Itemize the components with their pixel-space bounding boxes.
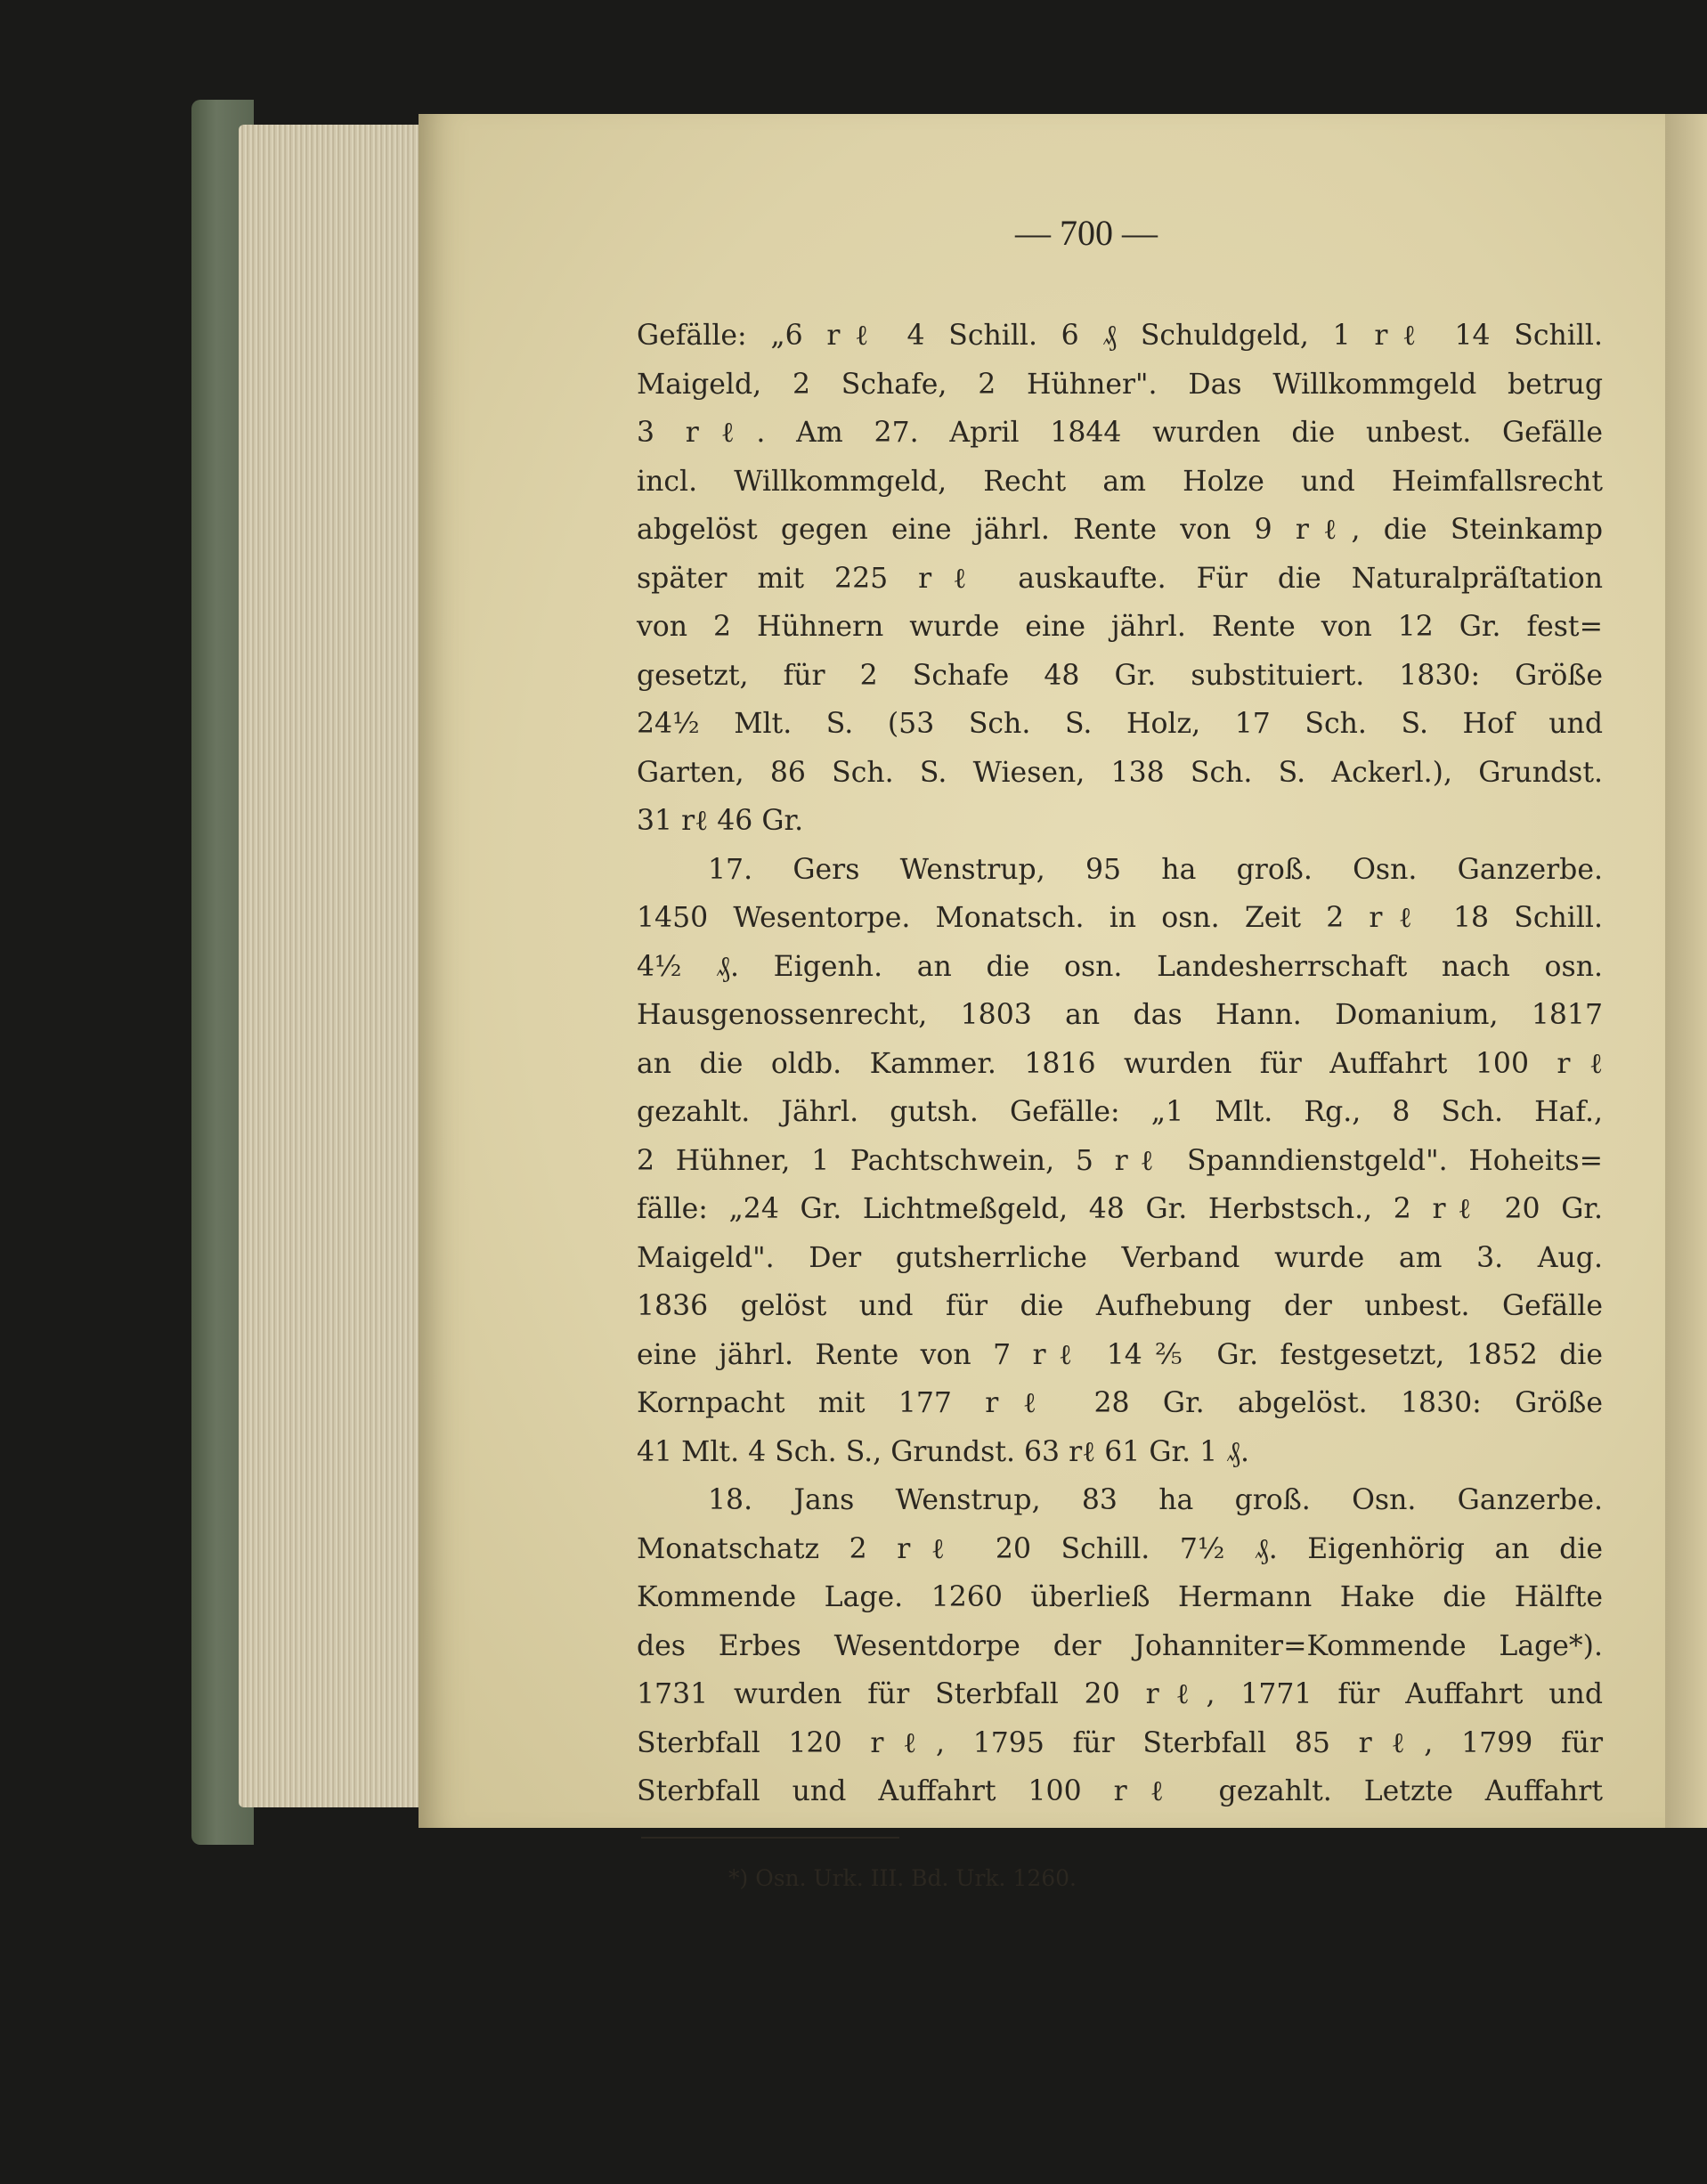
text-line: 1731 wurden für Sterbfall 20 rℓ, 1771 für Auffahrt und (637, 1678, 1603, 1710)
text-line: 4½ ₰. Eigenh. an die osn. Landesherrschaft nach osn. (637, 950, 1603, 983)
text-line: Hausgenossenrecht, 1803 an das Hann. Domanium, 1817 (637, 999, 1603, 1031)
text-line: Garten, 86 Sch. S. Wiesen, 138 Sch. S. Ackerl.), Grundst. (637, 756, 1603, 789)
facing-page-edge (1665, 114, 1707, 1828)
text-line: 2 Hühner, 1 Pachtschwein, 5 rℓ Spanndienstgeld". Hoheits= (637, 1144, 1603, 1177)
text-line: Kommende Lage. 1260 überließ Hermann Hake die Hälfte (637, 1581, 1603, 1613)
text-line: gesetzt, für 2 Schafe 48 Gr. substituiert. 1830: Größe (637, 659, 1603, 692)
text-line: abgelöst gegen eine jährl. Rente von 9 rℓ, die Steinkamp (637, 514, 1603, 546)
text-line: 24½ Mlt. S. (53 Sch. S. Holz, 17 Sch. S. Hof und (637, 708, 1603, 740)
text-line: Kornpacht mit 177 rℓ 28 Gr. abgelöst. 1830: Größe (637, 1387, 1603, 1419)
body-text (637, 312, 1603, 1816)
text-line: 18. Jans Wenstrup, 83 ha groß. Osn. Ganzerbe. (708, 1484, 1603, 1516)
text-line: gezahlt. Jährl. gutsh. Gefälle: „1 Mlt. Rg., 8 Sch. Haf., (637, 1096, 1603, 1128)
footnote: *) Osn. Urk. III. Bd. Urk. 1260. (728, 1865, 1077, 1891)
text-line: Sterbfall 120 rℓ, 1795 für Sterbfall 85 rℓ, 1799 für (637, 1726, 1603, 1759)
text-line: 1836 gelöst und für die Aufhebung der unbest. Gefälle (637, 1290, 1603, 1322)
text-line: eine jährl. Rente von 7 rℓ 14⅖ Gr. festgesetzt, 1852 die (637, 1338, 1603, 1371)
text-line: später mit 225 rℓ auskaufte. Für die Naturalpräſtation (637, 562, 1603, 595)
text-line: 17. Gers Wenstrup, 95 ha groß. Osn. Ganzerbe. (708, 853, 1603, 886)
page-edges (239, 125, 430, 1807)
text-line: 1450 Wesentorpe. Monatsch. in osn. Zeit 2 rℓ 18 Schill. (637, 902, 1603, 934)
text-line: Monatschatz 2 rℓ 20 Schill. 7½ ₰. Eigenhörig an die (637, 1532, 1603, 1565)
text-line: von 2 Hühnern wurde eine jährl. Rente von 12 Gr. fest= (637, 611, 1603, 643)
text-line: Sterbfall und Auffahrt 100 rℓ gezahlt. Letzte Auffahrt (637, 1775, 1603, 1807)
text-line: Maigeld, 2 Schafe, 2 Hühner". Das Willkommgeld betrug (637, 368, 1603, 401)
text-line: incl. Willkommgeld, Recht am Holze und Heimfallsrecht (637, 465, 1603, 498)
text-line: Maigeld". Der gutsherrliche Verband wurde am 3. Aug. (637, 1241, 1603, 1274)
text-line: Gefälle: „6 rℓ 4 Schill. 6 ₰ Schuldgeld, 1 rℓ 14 Schill. (637, 320, 1603, 352)
text-line: 3 rℓ. Am 27. April 1844 wurden die unbest. Gefälle (637, 417, 1603, 449)
text-line: fälle: „24 Gr. Lichtmeßgeld, 48 Gr. Herbstsch., 2 rℓ 20 Gr. (637, 1193, 1603, 1225)
text-line: des Erbes Wesentdorpe der Johanniter=Kommende Lage*). (637, 1629, 1603, 1662)
text-line: 41 Mlt. 4 Sch. S., Grundst. 63 rℓ 61 Gr. 1 ₰. (637, 1435, 1249, 1468)
text-line: 31 rℓ 46 Gr. (637, 805, 804, 837)
page-number: — 700 — (1015, 213, 1158, 253)
text-line: an die oldb. Kammer. 1816 wurden für Auffahrt 100 rℓ (637, 1047, 1603, 1080)
footnote-rule (641, 1837, 899, 1839)
